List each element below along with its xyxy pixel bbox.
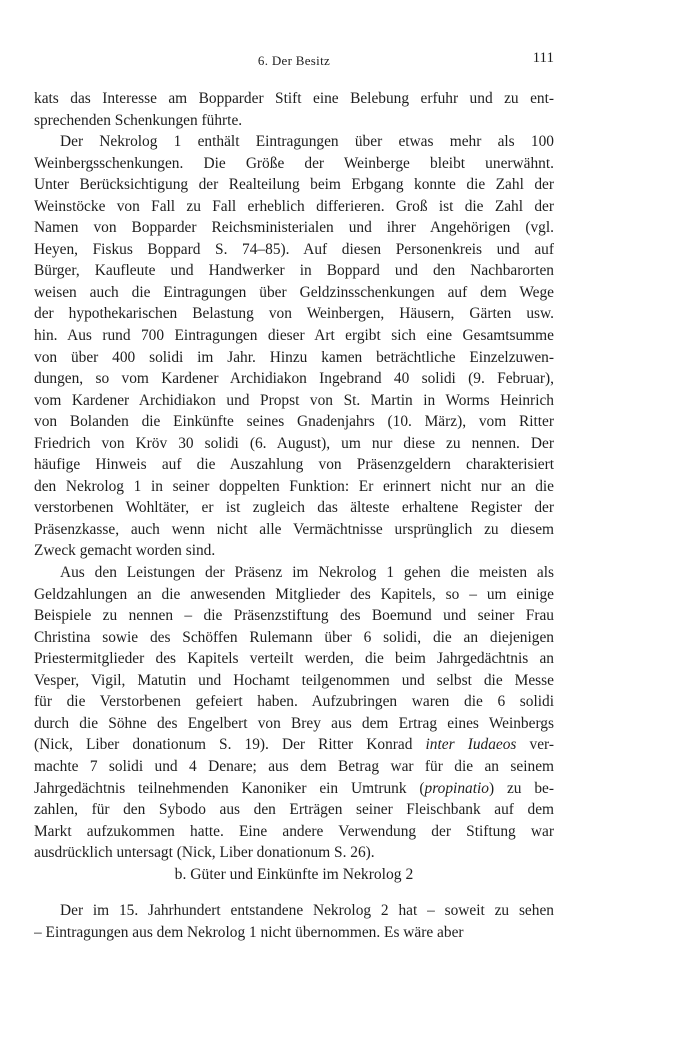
body-text-after-heading (34, 900, 554, 943)
text-line: von über 400 solidi im Jahr. Hinzu kamen beträchtliche Einzelzuwen- (34, 348, 554, 366)
text-line: Weinstöcke von Fall zu Fall erheblich differieren. Groß ist die Zahl der (34, 197, 554, 215)
body-text (34, 88, 554, 864)
running-title: 6. Der Besitz (257, 53, 331, 68)
text-line: Jahrgedächtnis teilnehmenden Kanoniker ein Umtrunk (propinatio) zu be- (34, 779, 554, 797)
text-line: Unter Berücksichtigung der Realteilung beim Erbgang konnte die Zahl der (34, 176, 554, 194)
text-line: Markt aufzukommen hatte. Eine andere Verwendung der Stiftung war (34, 822, 554, 840)
text-line: Geldzahlungen an die anwesenden Mitglieder des Kapitels, so – um einige (34, 585, 554, 603)
text-line: kats das Interesse am Bopparder Stift eine Belebung erfuhr und zu ent- (34, 90, 554, 107)
text-line: machte 7 solidi und 4 Denare; aus dem Betrag war für die an seinem (34, 757, 554, 775)
text-line: Friedrich von Kröv 30 solidi (6. August), um nur diese zu nennen. Der (34, 434, 554, 452)
page-number: 111 (532, 50, 554, 66)
section-heading: b. Güter und Einkünfte im Nekrolog 2 (174, 866, 414, 883)
text-line: weisen auch die Eintragungen über Geldzinsschenkungen auf dem Wege (34, 283, 554, 301)
text-line: häufige Hinweis auf die Auszahlung von Präsenzgeldern charakterisiert (34, 456, 554, 474)
text-line: Weinbergsschenkungen. Die Größe der Weinberge bleibt unerwähnt. (34, 154, 554, 172)
paragraph (34, 131, 554, 562)
paragraph (34, 88, 554, 131)
text-line: Christina sowie des Schöffen Rulemann über 6 solidi, die an diejenigen (34, 628, 554, 646)
text-line: Heyen, Fiskus Boppard S. 74–85). Auf diesen Personenkreis und auf (34, 240, 554, 258)
text-line: dungen, so vom Kardener Archidiakon Ingebrand 40 solidi (9. Februar), (34, 370, 554, 388)
italic-term: propinatio (424, 779, 489, 797)
text-line: sprechenden Schenkungen führte. (34, 111, 243, 129)
italic-term: inter Iudaeos (425, 736, 517, 754)
text-line: Bürger, Kaufleute und Handwerker in Boppard und den Nachbarorten (34, 262, 554, 280)
text-line: Zweck gemacht worden sind. (34, 542, 216, 560)
text-line: Priestermitglieder des Kapitels verteilt werden, die beim Jahrgedächtnis an (34, 650, 554, 668)
text-line: der hypothekarischen Belastung von Weinbergen, Häusern, Gärten usw. (34, 305, 554, 323)
text-line: den Nekrolog 1 in seiner doppelten Funktion: Er erinnert nicht nur an die (34, 477, 554, 495)
text-line: zahlen, für den Sybodo aus den Erträgen seiner Fleischbank auf dem (34, 801, 554, 819)
text-line: (Nick, Liber donationum S. 19). Der Ritter Konrad inter Iudaeos ver- (34, 736, 554, 754)
text-line: Präsenzkasse, auch wenn nicht alle Vermächtnisse ursprünglich zu diesem (34, 520, 554, 538)
text-line: Beispiele zu nennen – die Präsenzstiftung des Boemund und seiner Frau (34, 607, 554, 625)
text-line: Aus den Leistungen der Präsenz im Nekrolog 1 gehen die meisten als (60, 564, 554, 582)
text-line: – Eintragungen aus dem Nekrolog 1 nicht übernommen. Es wäre aber (34, 923, 464, 941)
text-line: Namen von Bopparder Reichsministerialen und ihrer Angehörigen (vgl. (34, 219, 554, 237)
text-line: durch die Söhne des Engelbert von Brey aus dem Ertrag eines Weinbergs (34, 714, 554, 732)
text-line: hin. Aus rund 700 Eintragungen dieser Art ergibt sich eine Gesamtsumme (34, 327, 554, 345)
running-head (34, 50, 554, 72)
text-line: ausdrücklich untersagt (Nick, Liber donationum S. 26). (34, 844, 375, 862)
text-line: Der im 15. Jahrhundert entstandene Nekrolog 2 hat – soweit zu sehen (60, 902, 554, 919)
text-line: verstorbenen Wohltäter, er ist zugleich das älteste erhaltene Register der (34, 499, 554, 517)
text-line: für die Verstorbenen gefeiert haben. Aufzubringen waren die 6 solidi (34, 693, 554, 711)
paragraph (34, 562, 554, 864)
text-line: von Bolanden die Einkünfte seines Gnadenjahrs (10. März), vom Ritter (34, 413, 554, 431)
text-line: Der Nekrolog 1 enthält Eintragungen über etwas mehr als 100 (60, 133, 554, 151)
text-line: vom Kardener Archidiakon und Propst von St. Martin in Worms Heinrich (34, 391, 554, 409)
paragraph (34, 900, 554, 943)
text-line: Vesper, Vigil, Matutin und Hochamt teilgenommen und selbst die Messe (34, 671, 554, 689)
